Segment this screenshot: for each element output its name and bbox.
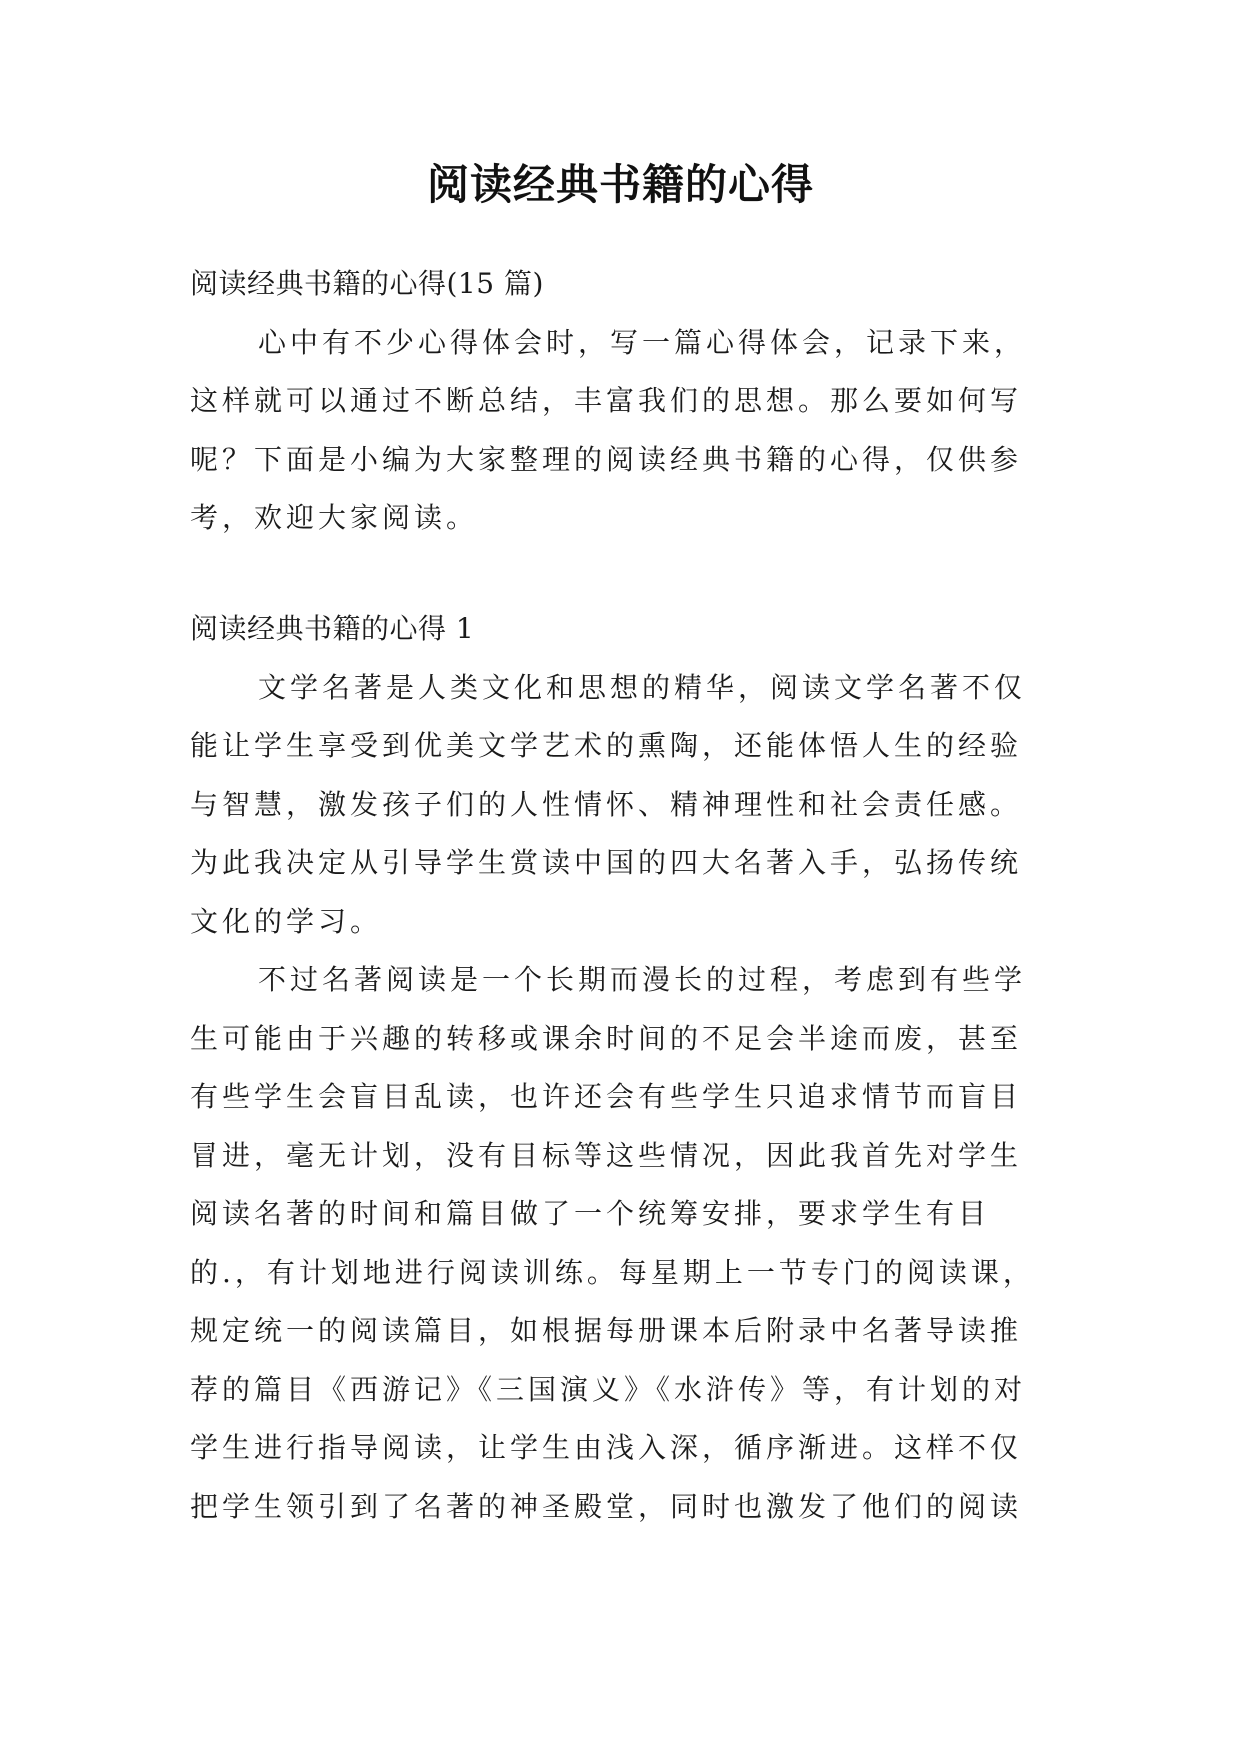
document-title: 阅读经典书籍的心得 bbox=[426, 160, 814, 209]
paragraph-line: 规定统一的阅读篇目，如根据每册课本后附录中名著导读推 bbox=[190, 1314, 1023, 1347]
paragraph-line: 不过名著阅读是一个长期而漫长的过程，考虑到有些学 bbox=[258, 963, 1027, 996]
section-1-heading: 阅读经典书籍的心得 1 bbox=[190, 612, 475, 645]
paragraph-line: 把学生领引到了名著的神圣殿堂，同时也激发了他们的阅读 bbox=[190, 1489, 1023, 1523]
paragraph-line: 学生进行指导阅读，让学生由浅入深，循序渐进。这样不仅 bbox=[190, 1431, 1023, 1464]
paragraph-line: 文学名著是人类文化和思想的精华，阅读文学名著不仅 bbox=[258, 670, 1027, 704]
paragraph-line: 生可能由于兴趣的转移或课余时间的不足会半途而废，甚至 bbox=[190, 1021, 1023, 1055]
paragraph-line: 冒进，毫无计划，没有目标等这些情况，因此我首先对学生 bbox=[190, 1138, 1023, 1172]
paragraph-line: 为此我决定从引导学生赏读中国的四大名著入手，弘扬传统 bbox=[190, 846, 1023, 879]
paragraph-line: 与智慧，激发孩子们的人性情怀、精神理性和社会责任感。 bbox=[190, 787, 1023, 821]
paragraph-line: 文化的学习。 bbox=[190, 904, 383, 938]
paragraph-line: 荐的篇目《西游记》《三国演义》《水浒传》等，有计划的对 bbox=[190, 1372, 1027, 1406]
paragraph-line: 阅读名著的时间和篇目做了一个统筹安排，要求学生有目 bbox=[190, 1197, 991, 1230]
paragraph-line: 的.，有计划地进行阅读训练。每星期上一节专门的阅读课， bbox=[190, 1255, 1035, 1289]
section-1 bbox=[190, 600, 1060, 1536]
intro-line: 这样就可以通过不断总结，丰富我们的思想。那么要如何写 bbox=[190, 384, 1023, 417]
paragraph-line: 有些学生会盲目乱读，也许还会有些学生只追求情节而盲目 bbox=[190, 1080, 1023, 1113]
intro-line: 考，欢迎大家阅读。 bbox=[190, 501, 479, 534]
intro-block bbox=[190, 255, 1060, 548]
intro-line: 心中有不少心得体会时，写一篇心得体会，记录下来， bbox=[258, 325, 1027, 359]
paragraph-line: 能让学生享受到优美文学艺术的熏陶，还能体悟人生的经验 bbox=[190, 729, 1023, 762]
intro-line: 呢？下面是小编为大家整理的阅读经典书籍的心得，仅供参 bbox=[190, 442, 1023, 476]
intro-heading: 阅读经典书籍的心得(15 篇) bbox=[190, 267, 544, 300]
